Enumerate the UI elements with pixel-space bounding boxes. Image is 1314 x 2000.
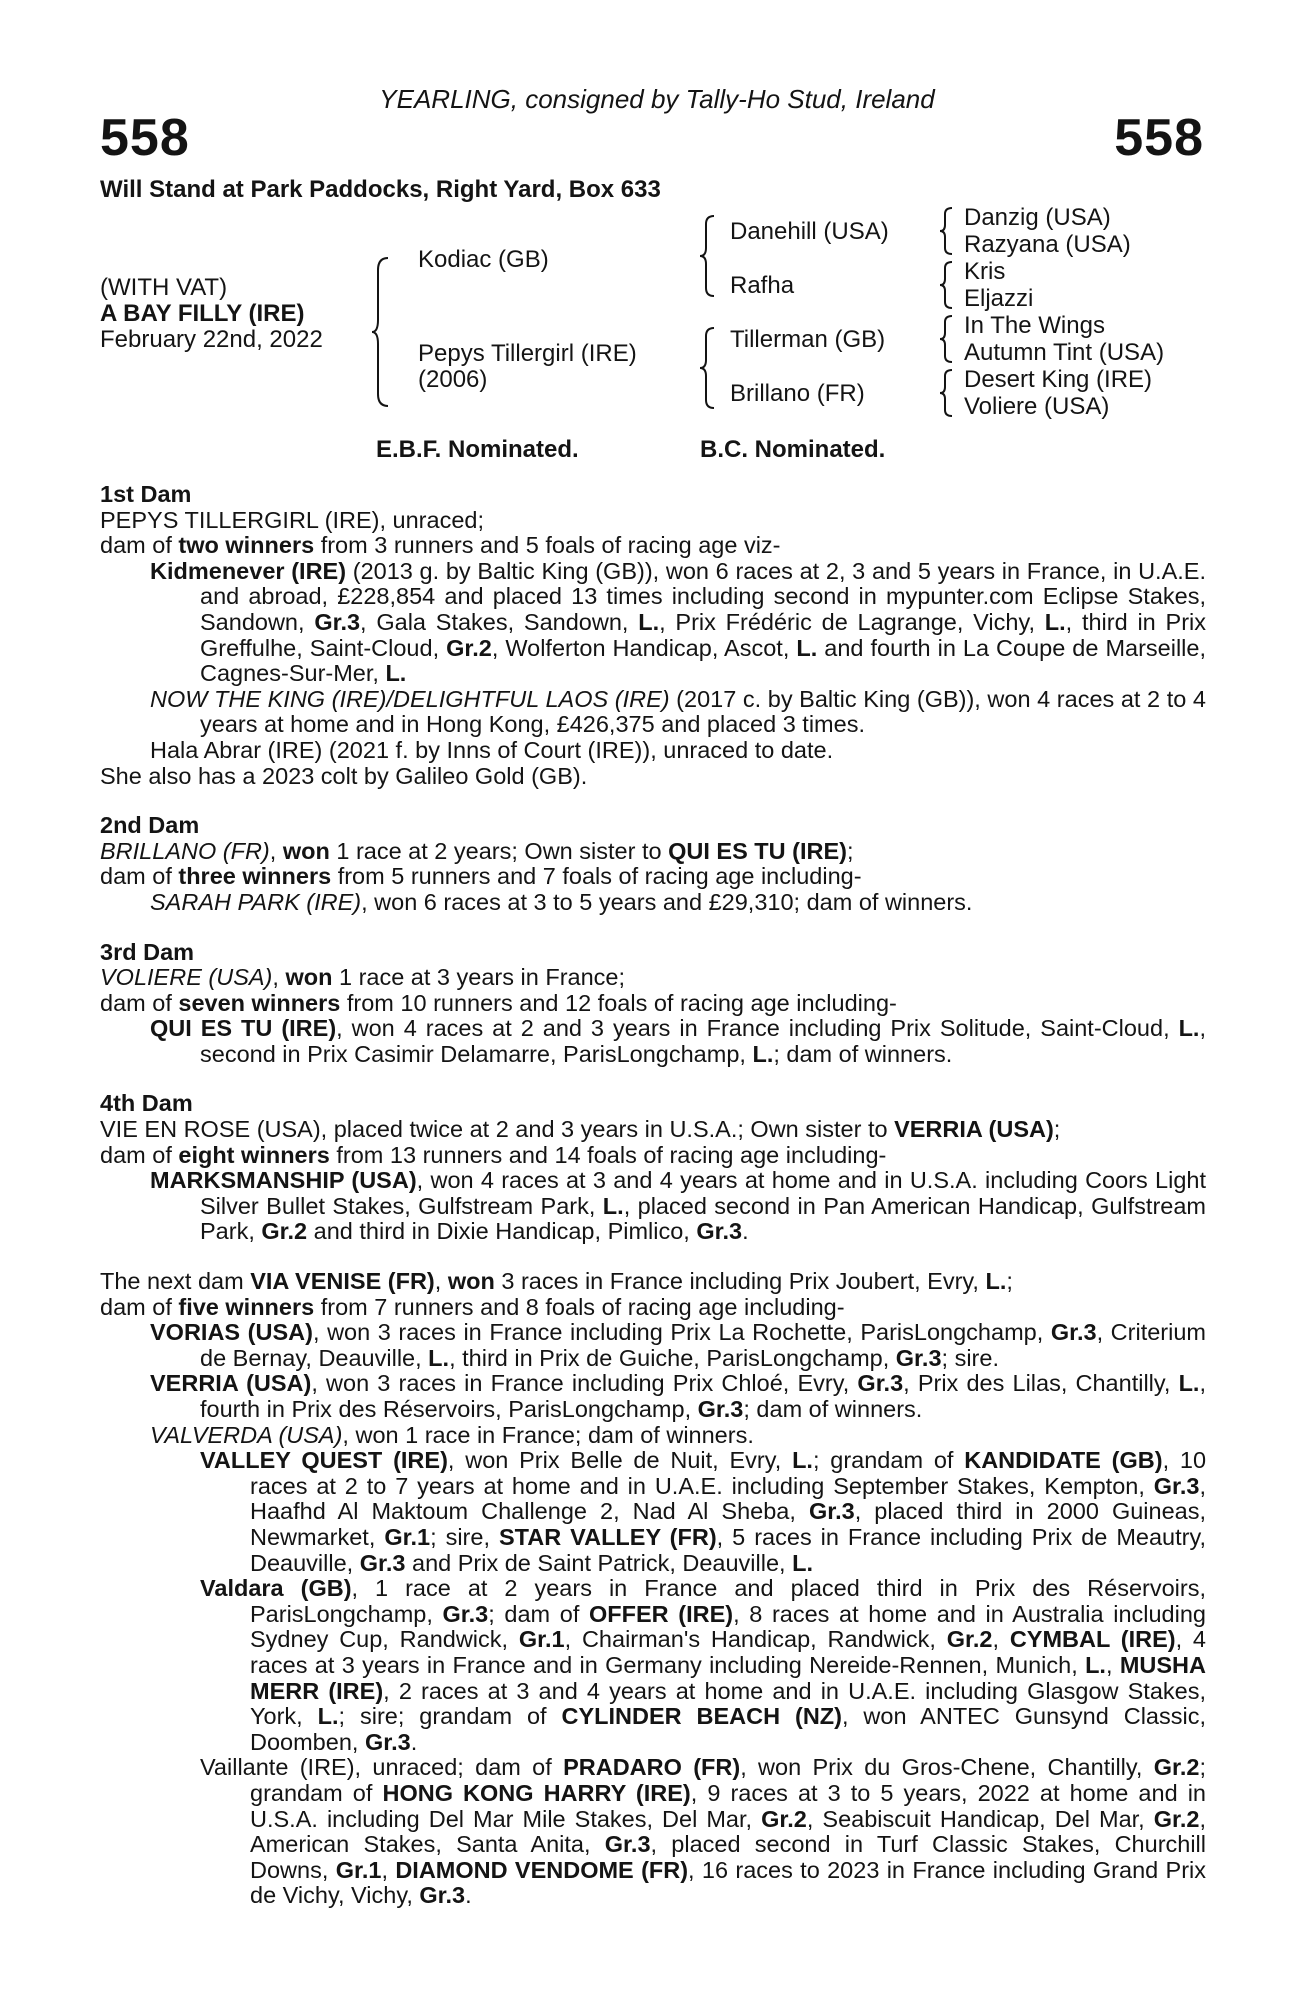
great-grandparent-6: Autumn Tint (USA) <box>964 339 1165 366</box>
section-heading: 2nd Dam <box>100 812 200 839</box>
grandsire-maternal: Tillerman (GB) <box>730 326 886 353</box>
progeny-entry: SARAH PARK (IRE), won 6 races at 3 to 5 years and £29,310; dam of winners. <box>150 888 973 915</box>
brace-sire <box>700 214 716 298</box>
consignment-line: YEARLING, consigned by Tally-Ho Stud, Ireland <box>379 84 935 114</box>
paragraph: The next dam VIA VENISE (FR), won 3 races in France including Prix Joubert, Evry, L.; <box>100 1268 1013 1295</box>
progeny-entry: VERRIA (USA), won 3 races in France including Prix Chloé, Evry, Gr.3, Prix des Lilas, Chantilly, L., fourth in Prix des Réservoirs, ParisLongchamp, Gr.3; dam of winners. <box>150 1370 1206 1422</box>
paragraph: dam of seven winners from 10 runners and 12 foals of racing age including- <box>100 989 897 1016</box>
progeny-entry: Valdara (GB), 1 race at 2 years in France and placed third in Prix des Réservoirs, ParisLongchamp, Gr.3; dam of OFFER (IRE), 8 races at home and in Australia including Sydney Cup, Randwick, Gr.1, Chairman's Handicap, Randwick, Gr.2, CYMBAL (IRE), 4 races at 3 years in France and in Germany including Nereide-Rennen, Munich, L., MUSHA MERR (IRE), 2 races at 3 and 4 years at home and in U.A.E. including Glasgow Stakes, York, L.; sire; grandam of CYLINDER BEACH (NZ), won ANTEC Gunsynd Classic, Doomben, Gr.3. <box>200 1575 1207 1755</box>
progeny-entry: VALLEY QUEST (IRE), won Prix Belle de Nuit, Evry, L.; grandam of KANDIDATE (GB), 10 races at 2 to 7 years at home and in U.A.E. including September Stakes, Kempton, Gr.3, Haafhd Al Maktoum Challenge 2, Nad Al Sheba, Gr.3, placed third in 2000 Guineas, Newmarket, Gr.1; sire, STAR VALLEY (FR), 5 races in France including Prix de Meautry, Deauville, Gr.3 and Prix de Saint Patrick, Deauville, L. <box>200 1447 1207 1576</box>
sire-name: Kodiac (GB) <box>418 246 549 273</box>
ebf-nomination: E.B.F. Nominated. <box>376 436 579 463</box>
brace-gg-3 <box>940 314 954 364</box>
dam-year: (2006) <box>418 366 488 393</box>
progeny-entry: Kidmenever (IRE) (2013 g. by Baltic King (GB)), won 6 races at 2, 3 and 5 years in France, in U.A.E. and abroad, £228,854 and placed 13 times including second in mypunter.com Eclipse Stakes, Sandown, Gr.3, Gala Stakes, Sandown, L., Prix Frédéric de Lagrange, Vichy, L., third in Prix Greffulhe, Saint-Cloud, Gr.2, Wolferton Handicap, Ascot, L. and fourth in La Coupe de Marseille, Cagnes-Sur-Mer, L. <box>150 557 1206 687</box>
great-grandparent-5: In The Wings <box>964 312 1105 339</box>
section-1 <box>100 482 1206 789</box>
lot-number-left: 558 <box>100 109 190 167</box>
section-4 <box>100 1091 1206 1245</box>
great-grandparent-4: Eljazzi <box>964 285 1034 312</box>
section-5 <box>100 1269 1206 1909</box>
section-heading: 3rd Dam <box>100 938 195 965</box>
lot-name: A BAY FILLY (IRE) <box>100 300 305 327</box>
section-3 <box>100 940 1206 1068</box>
brace-main <box>372 256 390 408</box>
bc-nomination: B.C. Nominated. <box>700 436 886 463</box>
great-grandparent-1: Danzig (USA) <box>964 204 1111 231</box>
granddam-maternal: Brillano (FR) <box>730 380 865 407</box>
paragraph: BRILLANO (FR), won 1 race at 2 years; Own sister to QUI ES TU (IRE); <box>100 837 854 864</box>
progeny-entry: QUI ES TU (IRE), won 4 races at 2 and 3 years in France including Prix Solitude, Saint-Cloud, L., second in Prix Casimir Delamarre, ParisLongchamp, L.; dam of winners. <box>150 1015 1206 1067</box>
progeny-entry: VORIAS (USA), won 3 races in France including Prix La Rochette, ParisLongchamp, Gr.3, Criterium de Bernay, Deauville, L., third in Prix de Guiche, ParisLongchamp, Gr.3; sire. <box>150 1319 1206 1371</box>
brace-dam <box>700 326 716 410</box>
paragraph: dam of five winners from 7 runners and 8 foals of racing age including- <box>100 1293 845 1320</box>
paragraph: VIE EN ROSE (USA), placed twice at 2 and 3 years in U.S.A.; Own sister to VERRIA (USA); <box>100 1116 1061 1143</box>
vat-label: (WITH VAT) <box>100 274 228 301</box>
section-heading: 1st Dam <box>100 481 192 507</box>
section-heading: 4th Dam <box>100 1090 193 1117</box>
foaling-date: February 22nd, 2022 <box>100 326 323 353</box>
grandsire-paternal: Danehill (USA) <box>730 218 889 245</box>
section-2 <box>100 813 1206 915</box>
brace-gg-4 <box>940 368 954 418</box>
great-grandparent-7: Desert King (IRE) <box>964 366 1153 393</box>
great-grandparent-2: Razyana (USA) <box>964 231 1131 258</box>
progeny-entry: Vaillante (IRE), unraced; dam of PRADARO (FR), won Prix du Gros-Chene, Chantilly, Gr.2; grandam of HONG KONG HARRY (IRE), 9 races at 3 to 5 years, 2022 at home and in U.S.A. including Del Mar Mile Stakes, Del Mar, Gr.2, Seabiscuit Handicap, Del Mar, Gr.2, American Stakes, Santa Anita, Gr.3, placed second in Turf Classic Stakes, Churchill Downs, Gr.1, DIAMOND VENDOME (FR), 16 races to 2023 in France including Grand Prix de Vichy, Vichy, Gr.3. <box>200 1754 1207 1909</box>
progeny-entry: Hala Abrar (IRE) (2021 f. by Inns of Court (IRE)), unraced to date. <box>150 736 834 763</box>
paragraph: VOLIERE (USA), won 1 race at 3 years in France; <box>100 964 626 991</box>
great-grandparent-8: Voliere (USA) <box>964 393 1110 420</box>
brace-gg-2 <box>940 260 954 310</box>
paragraph: dam of eight winners from 13 runners and 14 foals of racing age including- <box>100 1141 887 1168</box>
progeny-entry: MARKSMANSHIP (USA), won 4 races at 3 and 4 years at home and in U.S.A. including Coors Light Silver Bullet Stakes, Gulfstream Park, L., placed second in Pan American Handicap, Gulfstream Park, Gr.2 and third in Dixie Handicap, Pimlico, Gr.3. <box>150 1167 1207 1245</box>
progeny-entry: VALVERDA (USA), won 1 race in France; dam of winners. <box>150 1421 754 1448</box>
paragraph: PEPYS TILLERGIRL (IRE), unraced; <box>100 506 484 533</box>
great-grandparent-3: Kris <box>964 258 1006 285</box>
lot-number-right: 558 <box>1114 109 1204 167</box>
granddam-paternal: Rafha <box>730 272 795 299</box>
paragraph: She also has a 2023 colt by Galileo Gold (GB). <box>100 762 588 789</box>
dam-line-text <box>100 482 1206 1909</box>
paragraph: dam of two winners from 3 runners and 5 foals of racing age viz- <box>100 532 781 559</box>
brace-gg-1 <box>940 206 954 256</box>
progeny-entry: NOW THE KING (IRE)/DELIGHTFUL LAOS (IRE) (2017 c. by Baltic King (GB)), won 4 races at 2 to 4 years at home and in Hong Kong, £426,375 and placed 3 times. <box>150 685 1206 738</box>
paragraph: dam of three winners from 5 runners and 7 foals of racing age including- <box>100 863 862 890</box>
dam-name: Pepys Tillergirl (IRE) <box>418 340 637 367</box>
stand-location: Will Stand at Park Paddocks, Right Yard, Box 633 <box>100 176 661 203</box>
